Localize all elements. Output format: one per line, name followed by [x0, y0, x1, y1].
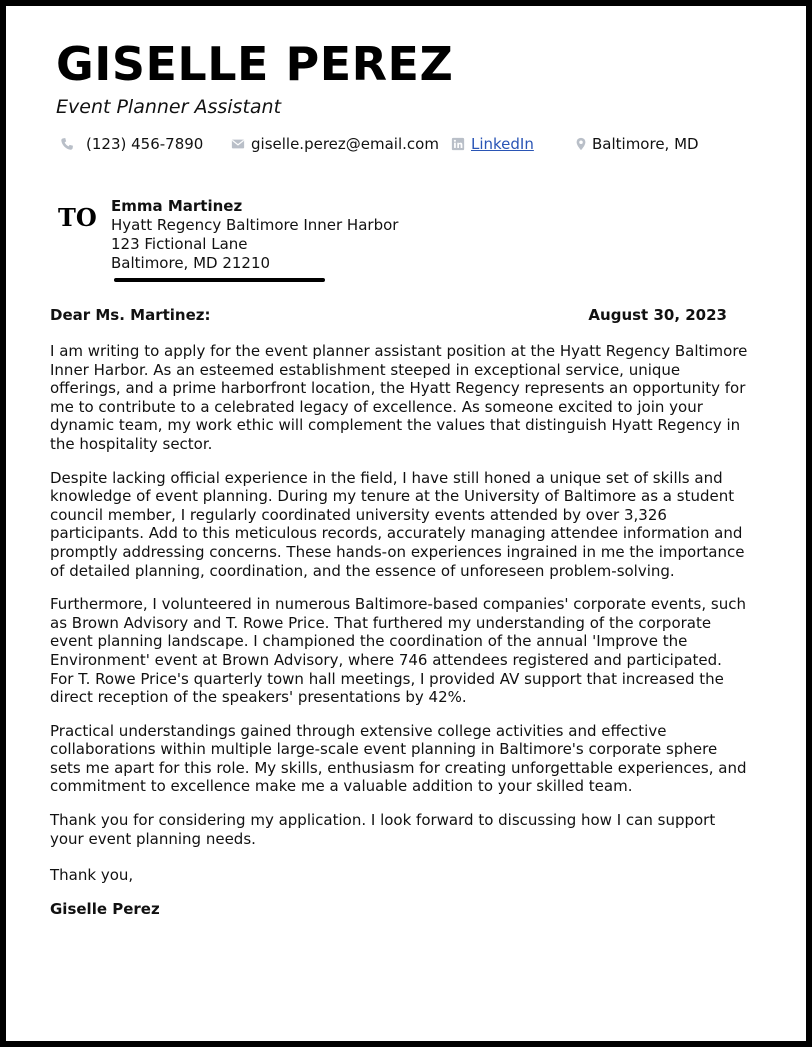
applicant-name: GISELLE PEREZ: [56, 37, 454, 91]
letter-body: [50, 342, 750, 863]
applicant-title: Event Planner Assistant: [56, 96, 282, 118]
letter-date: August 30, 2023: [588, 306, 727, 324]
body-paragraph-2: Despite lacking official experience in the field, I have still honed a unique set of skills and knowledge of event planning. During my tenure at the University of Baltimore as a student council member, I regularly coordinated university events attended by over 3,326 participants. Add to this meticulous records, accurately managing attendee information and promptly addressing concerns. These hands-on experiences ingrained in me the importance of detailed planning, coordination, and the essence of unforeseen problem-solving.: [50, 468, 745, 580]
phone-icon: [60, 137, 74, 151]
contact-location: [574, 135, 699, 153]
contact-email: [231, 135, 439, 153]
location-text: Baltimore, MD: [592, 135, 699, 153]
to-label: TO: [58, 203, 97, 232]
recipient-name: Emma Martinez: [111, 197, 243, 215]
recipient-block: [111, 197, 398, 273]
salutation: Dear Ms. Martinez:: [50, 306, 211, 324]
contact-linkedin[interactable]: [451, 135, 534, 153]
email-address: giselle.perez@email.com: [251, 135, 439, 153]
signature: Giselle Perez: [50, 900, 160, 918]
recipient-company: Hyatt Regency Baltimore Inner Harbor: [111, 216, 399, 234]
recipient-address-line-1: 123 Fictional Lane: [111, 235, 248, 253]
body-paragraph-3: Furthermore, I volunteered in numerous Baltimore-based companies' corporate events, such as Brown Advisory and T. Rowe Price. That furthered my understanding of the corporate event planning landscape. I championed the coordination of the annual 'Improve the Environment' event at Brown Advisory, where 746 attendees registered and participated. For T. Rowe Price's quarterly town hall meetings, I provided AV support that increased the direct reception of the speakers' presentations by 42%.: [50, 595, 746, 707]
recipient-address-line-2: Baltimore, MD 21210: [111, 254, 271, 272]
phone-number: (123) 456-7890: [86, 135, 204, 153]
recipient-divider: [114, 278, 325, 282]
contact-phone: [60, 135, 203, 153]
location-pin-icon: [574, 137, 588, 151]
email-icon: [231, 137, 245, 151]
body-paragraph-4: Practical understandings gained through extensive college activities and effective collaborations within multiple large-scale event planning in Baltimore's corporate sphere sets me apart for this role. My skills, enthusiasm for creating unforgettable experiences, and commitment to excellence make me a valuable addition to your skilled team.: [50, 721, 747, 796]
body-paragraph-1: I am writing to apply for the event planner assistant position at the Hyatt Regency Baltimore Inner Harbor. As an esteemed establishment steeped in exceptional service, unique offerings, and a prime harborfront location, the Hyatt Regency represents an opportunity for me to contribute to a celebrated legacy of excellence. As someone excited to join your dynamic team, my work ethic will complement the values that distinguish Hyatt Regency in the hospitality sector.: [50, 342, 748, 453]
linkedin-icon: [451, 137, 465, 151]
closing: Thank you,: [50, 866, 134, 884]
linkedin-link[interactable]: LinkedIn: [471, 135, 534, 153]
body-paragraph-5: Thank you for considering my application. I look forward to discussing how I can support your event planning needs.: [50, 811, 716, 848]
